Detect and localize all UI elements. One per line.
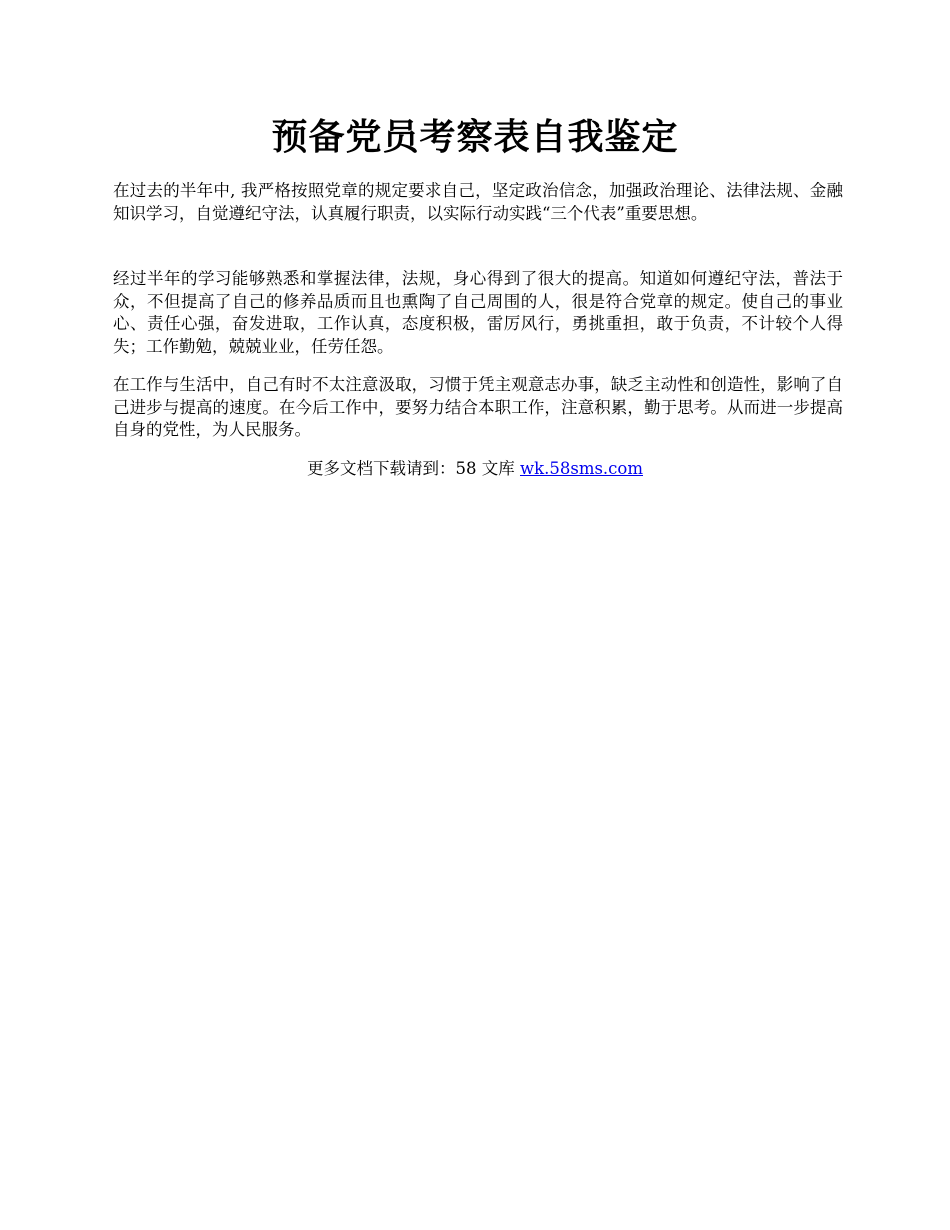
paragraph-2: 经过半年的学习能够熟悉和掌握法律，法规，身心得到了很大的提高。知道如何遵纪守法，普法于众，不但提高了自己的修养品质而且也熏陶了自己周围的人，很是符合党章的规定。使自己的事业心、责任心强，奋发进取，工作认真，态度积极，雷厉风行，勇挑重担，敢于负责，不计较个人得失；工作勤勉，兢兢业业，任劳任怨。 bbox=[113, 269, 843, 356]
footer-text: 更多文档下载请到：58 文库 bbox=[306, 459, 520, 478]
paragraph-3: 在工作与生活中，自己有时不太注意汲取，习惯于凭主观意志办事，缺乏主动性和创造性，影响了自己进步与提高的速度。在今后工作中，要努力结合本职工作，注意积累，勤于思考。从而进一步提高自身的党性，为人民服务。 bbox=[113, 375, 843, 439]
document-title: 预备党员考察表自我鉴定 bbox=[271, 116, 679, 158]
download-footer bbox=[0, 457, 950, 481]
footer-link[interactable]: wk.58sms.com bbox=[519, 459, 643, 478]
paragraph-1: 在过去的半年中, 我严格按照党章的规定要求自己，坚定政治信念，加强政治理论、法律法规、金融知识学习，自觉遵纪守法，认真履行职责，以实际行动实践“三个代表”重要思想。 bbox=[113, 181, 843, 223]
